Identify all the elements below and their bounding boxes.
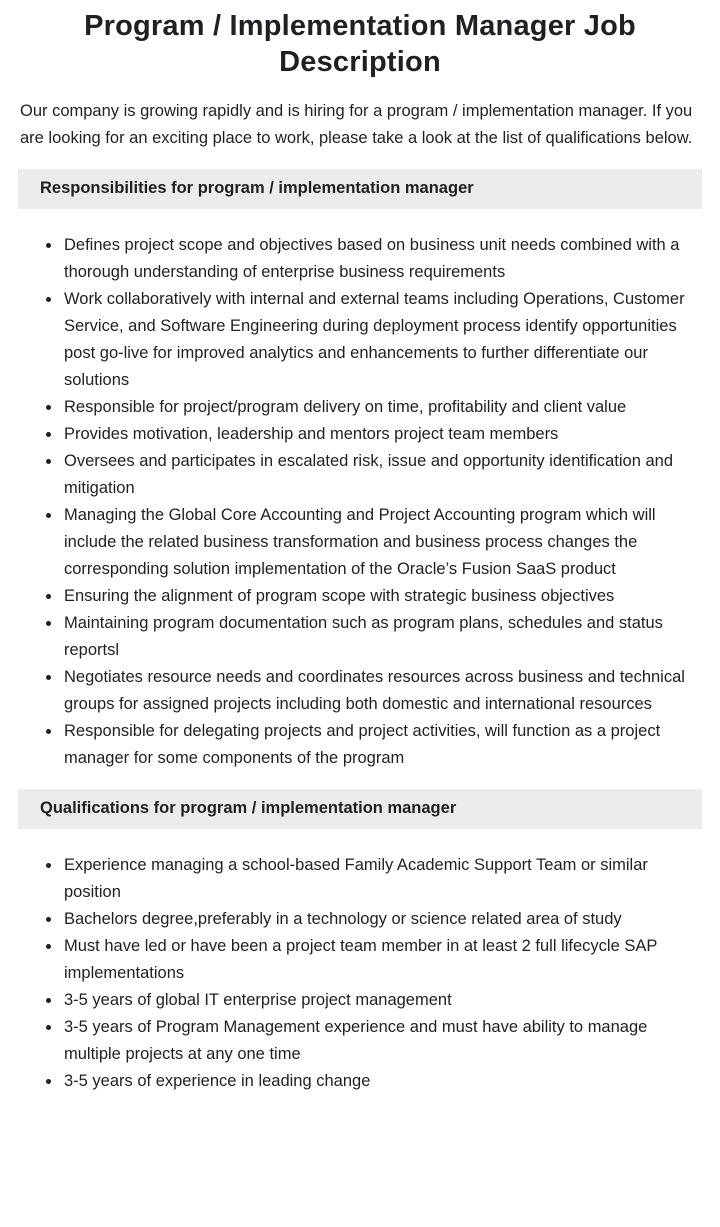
list-item: • 3-5 years of Program Management experience and must have ability to manage multiple projects at any one time	[62, 1014, 700, 1068]
list-item: • Experience managing a school-based Family Academic Support Team or similar position	[62, 852, 700, 906]
list-item: • Responsible for delegating projects and project activities, will function as a project manager for some components of the program	[62, 718, 700, 772]
list-item: • Bachelors degree,preferably in a technology or science related area of study	[62, 906, 700, 933]
qualifications-heading: Qualifications for program / implementation manager	[18, 789, 702, 829]
section-responsibilities	[20, 169, 700, 772]
list-item: • Defines project scope and objectives based on business unit needs combined with a thorough understanding of enterprise business requirements	[62, 232, 700, 286]
responsibilities-heading: Responsibilities for program / implementation manager	[18, 169, 702, 209]
list-item: • Negotiates resource needs and coordinates resources across business and technical groups for assigned projects including both domestic and international resources	[62, 664, 700, 718]
list-item: • 3-5 years of global IT enterprise project management	[62, 987, 700, 1014]
list-item: • Maintaining program documentation such as program plans, schedules and status reportsl	[62, 610, 700, 664]
job-description-page	[20, 0, 700, 1095]
qualifications-list	[20, 852, 700, 1095]
responsibilities-list	[20, 232, 700, 772]
section-qualifications	[20, 789, 700, 1095]
page-title: Program / Implementation Manager Job Description	[84, 10, 636, 78]
list-item: • 3-5 years of experience in leading change	[62, 1068, 700, 1095]
list-item: • Must have led or have been a project team member in at least 2 full lifecycle SAP implementations	[62, 933, 700, 987]
list-item: • Oversees and participates in escalated risk, issue and opportunity identification and mitigation	[62, 448, 700, 502]
list-item: • Managing the Global Core Accounting and Project Accounting program which will include the related business transformation and business process changes the corresponding solution implementation of the Oracle’s Fusion SaaS product	[62, 502, 700, 583]
list-item: • Ensuring the alignment of program scope with strategic business objectives	[62, 583, 700, 610]
list-item: • Provides motivation, leadership and mentors project team members	[62, 421, 700, 448]
list-item: • Responsible for project/program delivery on time, profitability and client value	[62, 394, 700, 421]
list-item: • Work collaboratively with internal and external teams including Operations, Customer Service, and Software Engineering during deployment process identify opportunities post go-live for improved analytics and enhancements to further differentiate our solutions	[62, 286, 700, 394]
intro-paragraph: Our company is growing rapidly and is hiring for a program / implementation manager. If you are looking for an exciting place to work, please take a look at the list of qualifications below.	[20, 102, 693, 147]
